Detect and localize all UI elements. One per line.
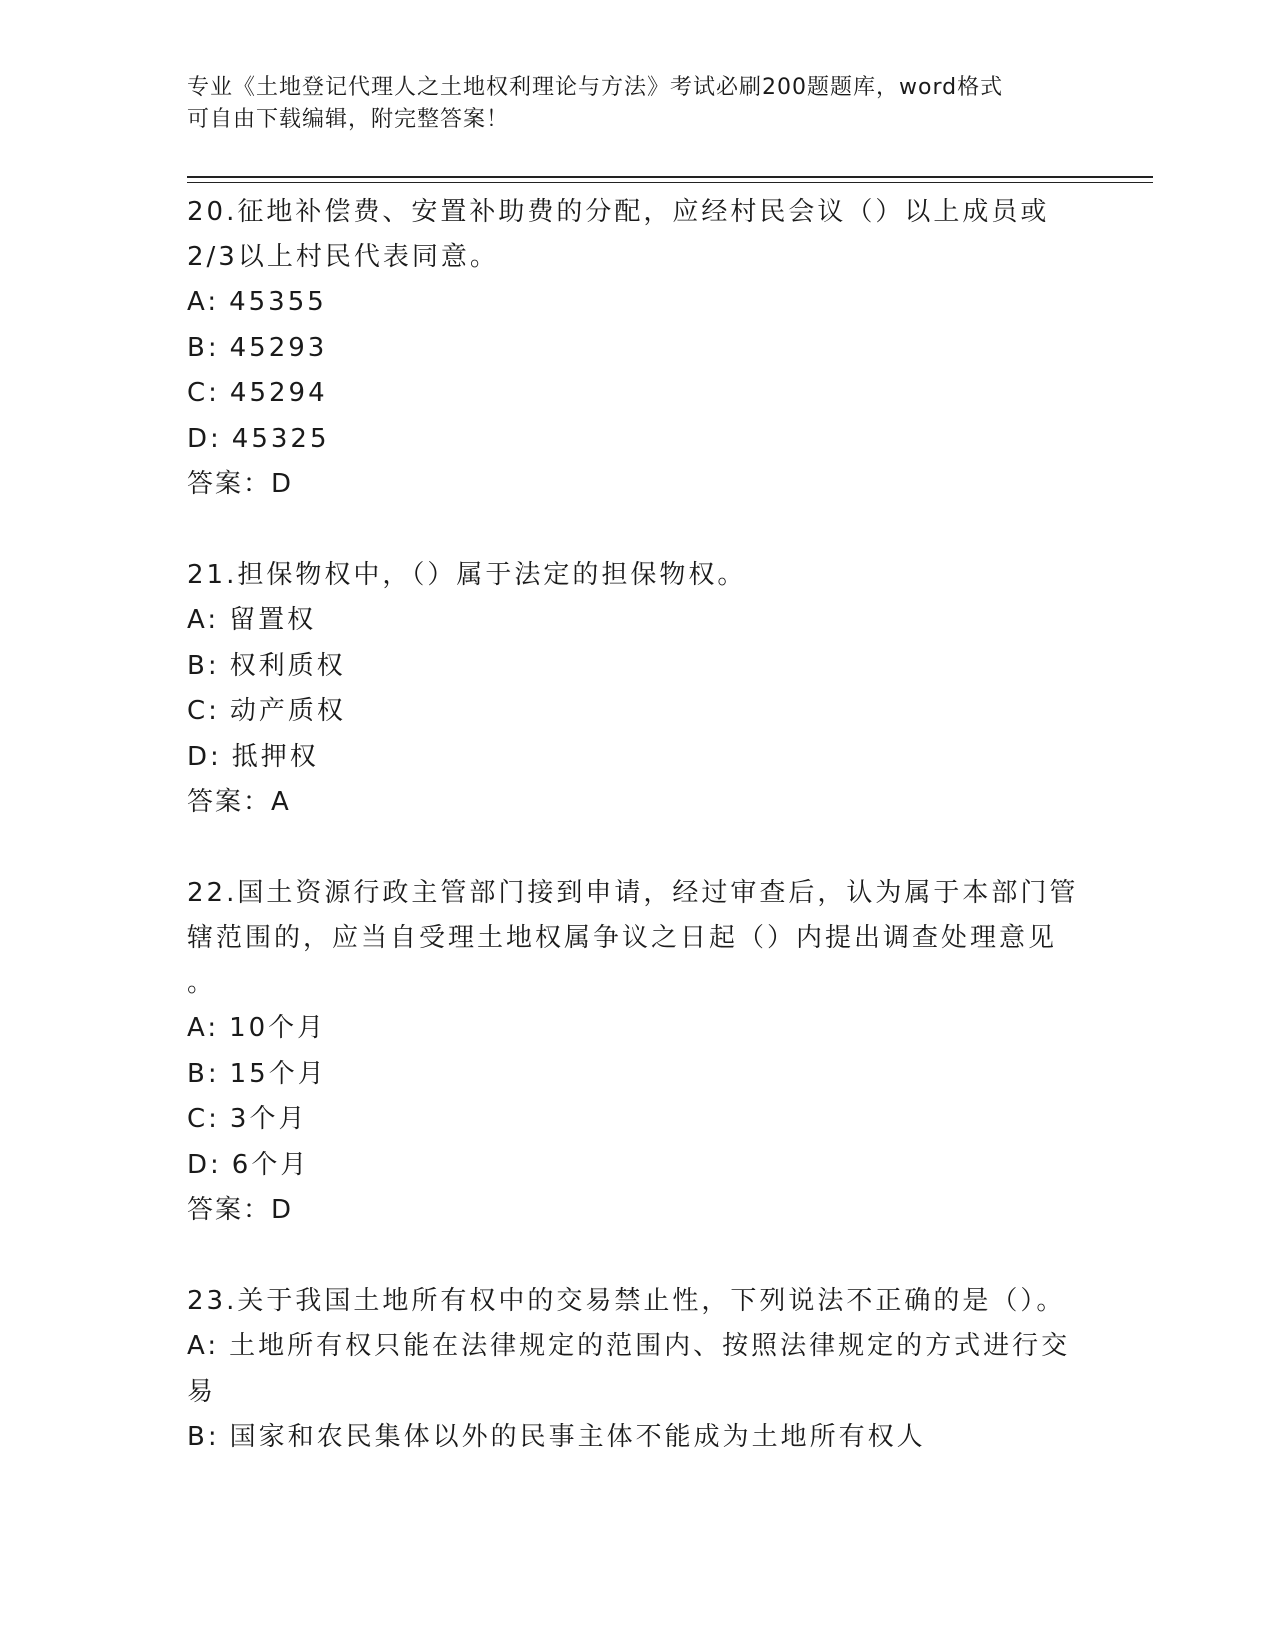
option-b	[187, 326, 1087, 372]
answer-line: 答案：D	[187, 1195, 294, 1225]
question-item	[187, 190, 1087, 507]
option-letter: D:	[187, 1149, 222, 1180]
option-letter: B:	[187, 332, 220, 363]
question-stem-line: 。	[187, 968, 217, 998]
option-b	[187, 644, 1087, 690]
option-text: 3个月	[229, 1104, 308, 1134]
option-letter: A:	[187, 287, 220, 317]
option-c	[187, 371, 1087, 417]
option-a	[187, 598, 1087, 644]
question-stem-line: 辖范围的，应当自受理土地权属争议之日起（）内提出调查处理意见	[187, 923, 1058, 953]
option-text: 45293	[229, 332, 328, 363]
option-text: 45325	[231, 423, 330, 454]
option-b	[187, 1052, 1087, 1098]
option-a	[187, 280, 1087, 326]
header-divider-thin	[187, 182, 1153, 183]
option-b	[187, 1415, 1087, 1461]
question-stem-line: 2/3以上村民代表同意。	[187, 242, 499, 272]
header-divider-thick	[187, 176, 1153, 178]
option-letter: A:	[187, 1013, 220, 1043]
option-letter: A:	[187, 1331, 220, 1361]
option-text: 权利质权	[229, 650, 346, 681]
option-c	[187, 1097, 1087, 1143]
option-letter: D:	[187, 423, 222, 454]
option-text: 留置权	[229, 605, 317, 635]
option-text: 45355	[229, 287, 327, 317]
header-line: 可自由下载编辑，附完整答案！	[187, 107, 510, 132]
option-text: 10个月	[229, 1013, 327, 1043]
option-d	[187, 417, 1087, 463]
option-text: 抵押权	[231, 741, 319, 772]
option-text: 土地所有权只能在法律规定的范围内、按照法律规定的方式进行交	[229, 1331, 1071, 1361]
document-header	[187, 72, 1087, 136]
question-stem-line: 21.担保物权中，（）属于法定的担保物权。	[187, 560, 747, 590]
option-text: 6个月	[231, 1149, 310, 1180]
question-list	[187, 190, 1087, 1507]
option-letter: C:	[187, 378, 220, 408]
option-c	[187, 689, 1087, 735]
option-letter: C:	[187, 1104, 220, 1134]
option-text: 动产质权	[229, 696, 346, 726]
option-text-line	[187, 1324, 1087, 1370]
question-item	[187, 871, 1087, 1233]
question-stem	[187, 553, 1087, 598]
option-letter: B:	[187, 1058, 220, 1089]
question-stem-line: 22.国土资源行政主管部门接到申请，经过审查后，认为属于本部门管	[187, 878, 1079, 908]
option-d	[187, 735, 1087, 781]
question-stem-line: 20.征地补偿费、安置补助费的分配，应经村民会议（）以上成员或	[187, 197, 1050, 227]
option-text-line: 易	[187, 1376, 217, 1407]
header-line: 专业《土地登记代理人之土地权利理论与方法》考试必刷200题题库，word格式	[187, 75, 1004, 100]
option-text: 国家和农民集体以外的民事主体不能成为土地所有权人	[229, 1422, 926, 1452]
answer-line: 答案：A	[187, 787, 291, 817]
question-stem	[187, 871, 1087, 1006]
question-stem-line: 23.关于我国土地所有权中的交易禁止性，下列说法不正确的是（）。	[187, 1286, 1066, 1316]
question-stem	[187, 190, 1087, 280]
question-item	[187, 1279, 1087, 1461]
answer-line: 答案：D	[187, 469, 294, 499]
option-a	[187, 1324, 1087, 1415]
option-a	[187, 1006, 1087, 1052]
option-letter: D:	[187, 741, 222, 772]
option-letter: B:	[187, 1422, 220, 1452]
question-stem	[187, 1279, 1087, 1324]
option-text: 45294	[229, 378, 328, 408]
option-letter: A:	[187, 605, 220, 635]
option-text: 15个月	[229, 1058, 327, 1089]
question-item	[187, 553, 1087, 825]
option-letter: C:	[187, 696, 220, 726]
option-letter: B:	[187, 650, 220, 681]
option-d	[187, 1143, 1087, 1189]
